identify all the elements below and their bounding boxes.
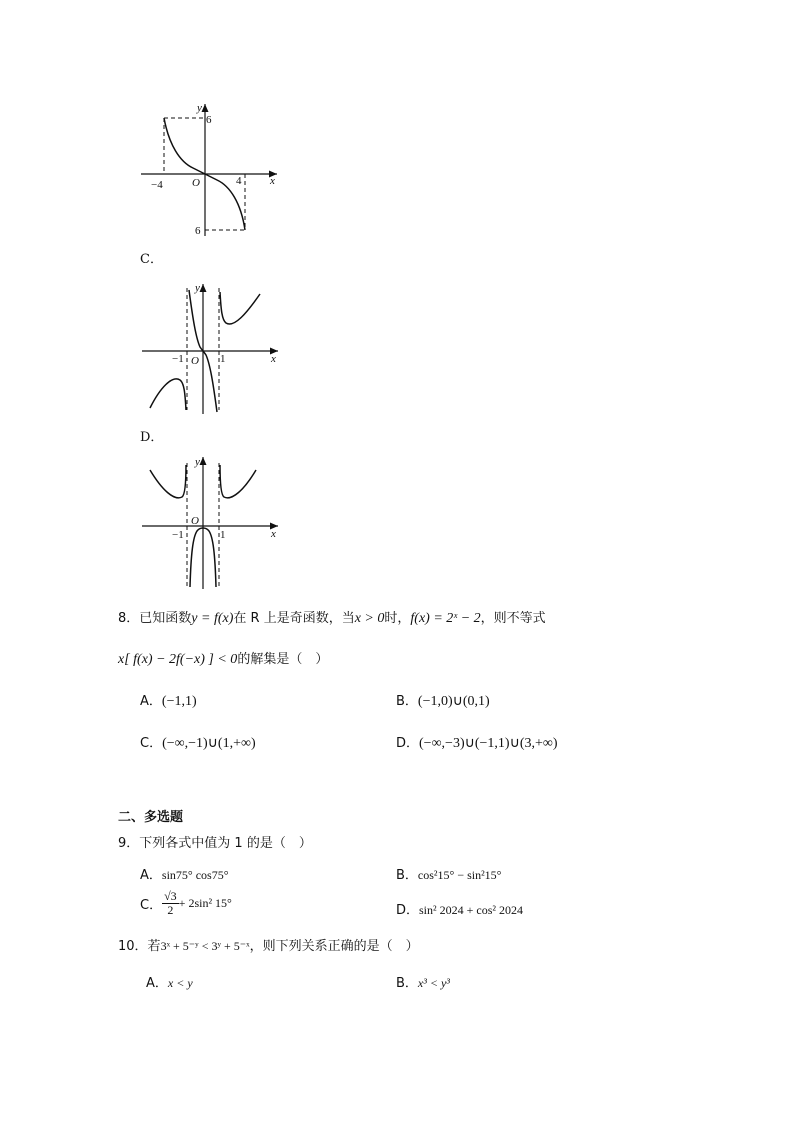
tick-left: −4	[151, 179, 163, 191]
fraction: $\frac{√3}{2}$	[164, 889, 177, 917]
q8-option-a: A．(−1,1)	[140, 694, 197, 709]
q8-stem: 8．已知函数y = f(x)在 R 上是奇函数，当x > 0时，f(x) = 2ˣ − 2，则不等式	[118, 611, 546, 626]
y-axis-label: y	[195, 456, 200, 468]
q10-number: 10．	[118, 939, 148, 954]
option-c-label: C．	[140, 252, 163, 267]
x-axis-label: x	[271, 353, 276, 365]
origin-label: O	[191, 515, 199, 527]
origin-label: O	[192, 177, 200, 189]
q8-option-d: D．(−∞,−3)∪(−1,1)∪(3,+∞)	[396, 736, 558, 751]
y-axis-arrow	[202, 104, 209, 112]
curve-left-branch	[150, 379, 186, 410]
graph-d	[140, 455, 285, 590]
tick-right: 1	[220, 353, 226, 365]
tick-right: 1	[220, 529, 226, 541]
curve-left-upper-branch	[150, 465, 186, 498]
q8-cond: x > 0	[354, 611, 385, 626]
tick-left: −1	[172, 529, 184, 541]
y-axis-arrow	[200, 457, 207, 465]
option-d-label: D．	[140, 430, 164, 445]
q8-func: y = f(x)	[191, 611, 234, 626]
graph-c	[140, 280, 285, 415]
q10-option-a: A．x < y	[146, 976, 193, 991]
q8-def: f(x) = 2ˣ − 2	[410, 611, 481, 626]
x-axis-label: x	[270, 175, 275, 187]
origin-label: O	[191, 355, 199, 367]
q9-option-d: D．sin² 2024 + cos² 2024	[396, 903, 523, 918]
q8-option-b: B．(−1,0)∪(0,1)	[396, 694, 490, 709]
section-title: 二、多选题	[118, 810, 184, 825]
tick-bottom: 6	[195, 225, 201, 237]
q9-option-b: B．cos²15° − sin²15°	[396, 868, 502, 883]
q9-stem: 9．下列各式中值为 1 的是（ ）	[118, 836, 312, 851]
curve-right-branch	[220, 292, 260, 324]
x-axis-label: x	[271, 528, 276, 540]
graph-b	[135, 100, 285, 240]
q9-option-a: A．sin75° cos75°	[140, 868, 229, 883]
curve-right-upper-branch	[220, 465, 256, 498]
q8-stem-line2: x[ f(x) − 2f(−x) ] < 0的解集是（ ）	[118, 652, 329, 667]
y-axis-arrow	[200, 284, 207, 292]
y-axis-label: y	[197, 102, 202, 114]
tick-left: −1	[172, 353, 184, 365]
q10-stem: 10．若3ˣ + 5⁻ʸ < 3ʸ + 5⁻ˣ，则下列关系正确的是（ ）	[118, 939, 419, 954]
q10-option-b: B．x³ < y³	[396, 976, 450, 991]
q8-number: 8．	[118, 611, 140, 626]
tick-top: 6	[206, 114, 212, 126]
q9-option-c: C． $\frac{√3}{2}$ + 2sin² 15°	[140, 889, 232, 917]
q8-ineq: x[ f(x) − 2f(−x) ] < 0	[118, 652, 238, 667]
q9-number: 9．	[118, 836, 140, 851]
q10-ineq: 3ˣ + 5⁻ʸ < 3ʸ + 5⁻ˣ	[160, 939, 250, 953]
tick-right: 4	[236, 175, 242, 187]
y-axis-label: y	[195, 282, 200, 294]
q8-option-c: C．(−∞,−1)∪(1,+∞)	[140, 736, 256, 751]
